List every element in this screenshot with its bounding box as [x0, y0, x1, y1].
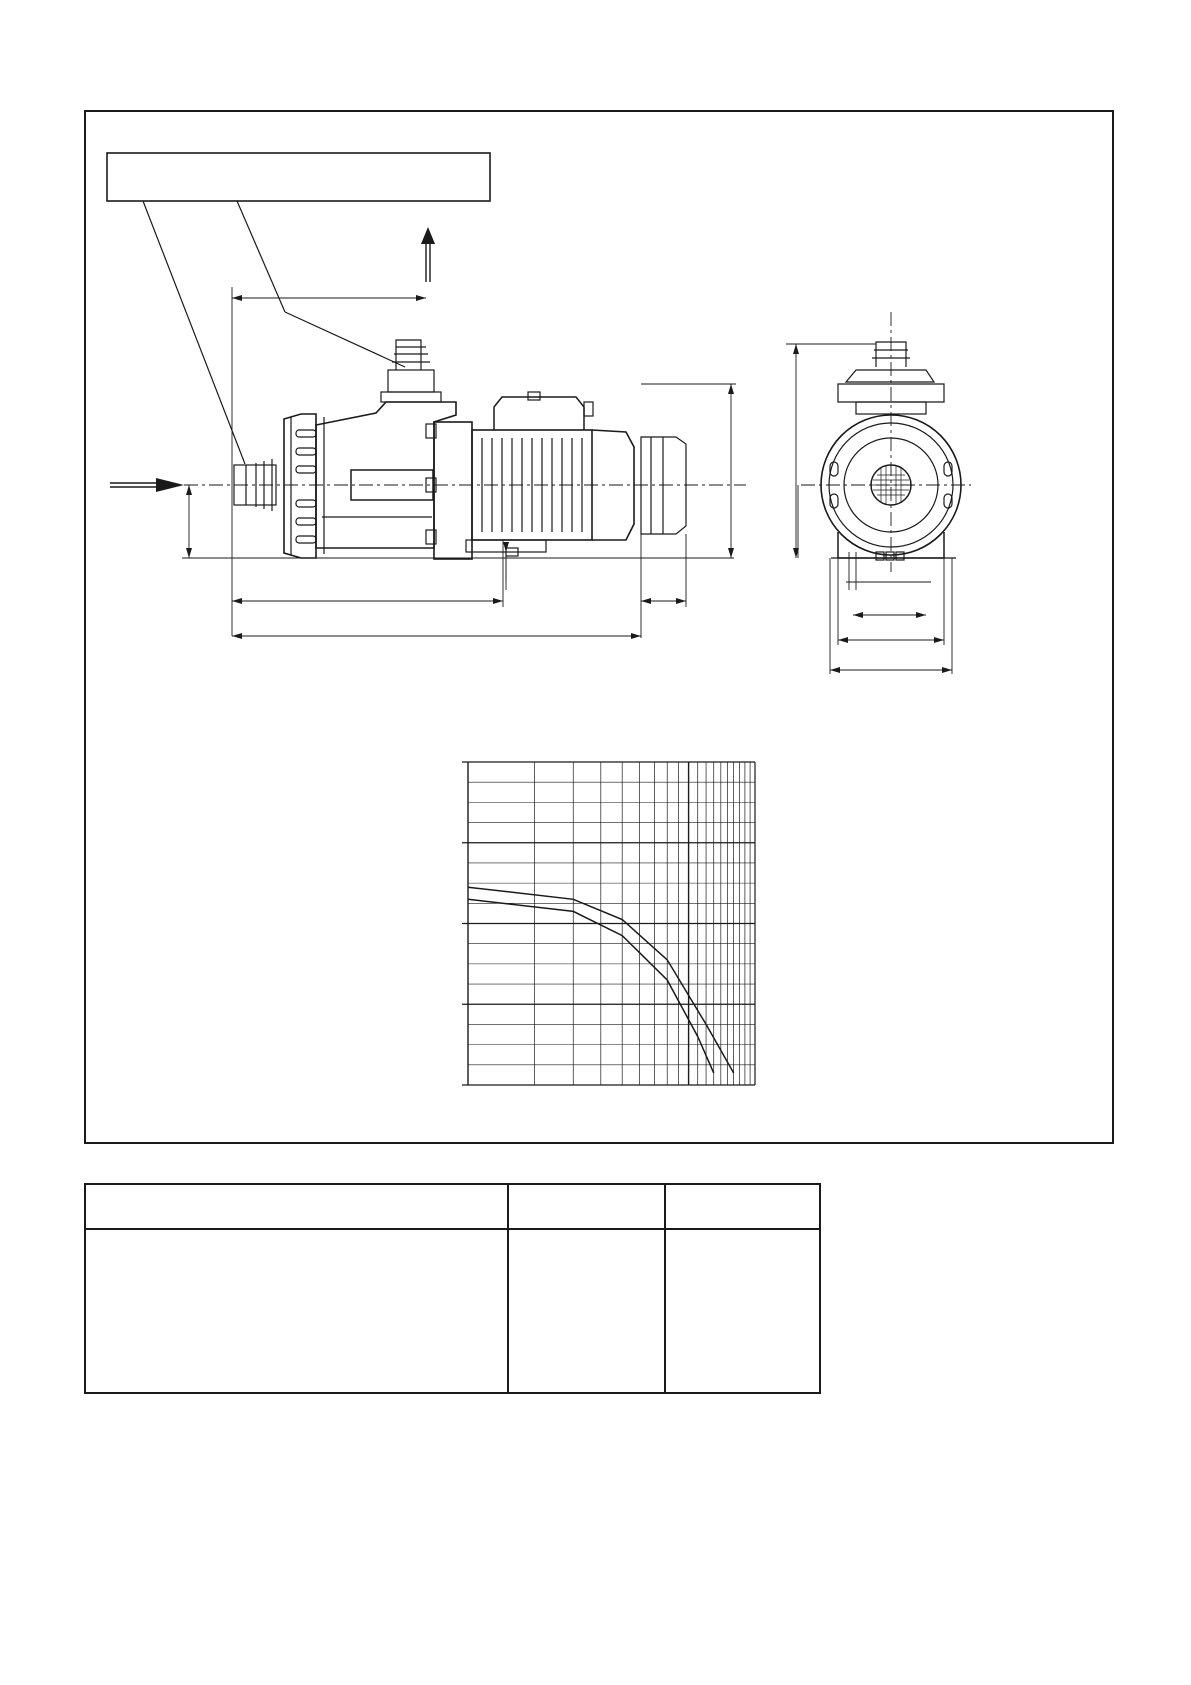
motor-body — [466, 392, 634, 556]
fan-cover — [641, 437, 686, 534]
label-box — [107, 153, 490, 201]
pump-front-view — [786, 312, 971, 674]
spec-table-divider-2 — [664, 1185, 666, 1392]
dimension-lines — [186, 287, 736, 639]
strainer-cap — [284, 414, 316, 558]
chart-series-line-2 — [468, 899, 714, 1073]
arrow-right-icon — [110, 478, 184, 492]
spec-table-header — [86, 1185, 819, 1230]
leader-line-inlet — [143, 201, 245, 464]
front-outlet-nozzle — [838, 342, 944, 414]
pump-side-view — [182, 287, 746, 639]
pump-performance-chart — [462, 762, 755, 1085]
pump-technical-drawing — [86, 112, 1116, 1146]
terminal-box — [494, 397, 584, 430]
spec-table-divider-1 — [507, 1185, 509, 1392]
outlet-nozzle — [381, 340, 441, 402]
front-dimension-lines — [786, 344, 952, 674]
figure-frame — [84, 110, 1114, 1144]
leader-line-outlet — [237, 201, 285, 312]
label-callout — [107, 153, 490, 464]
spec-table — [84, 1183, 821, 1394]
arrow-up-icon — [421, 227, 435, 282]
chart-grid — [462, 762, 755, 1085]
